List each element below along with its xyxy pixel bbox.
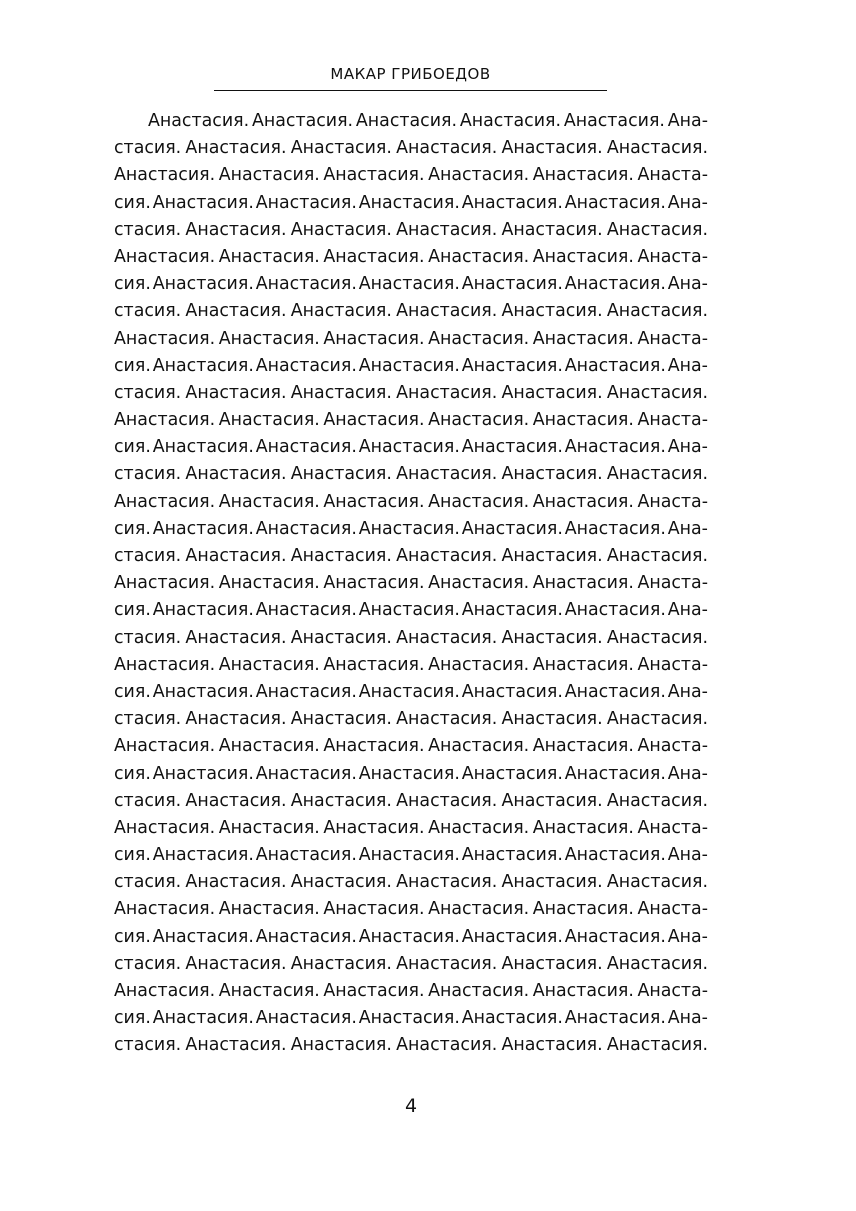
word: сия.	[114, 518, 151, 539]
word: сия.	[114, 355, 151, 376]
word: Анастасия.	[255, 845, 357, 866]
word: Анастасия.	[461, 926, 563, 947]
word: Анастасия.	[218, 981, 320, 1001]
word: Анастасия.	[461, 437, 563, 458]
word: Анастасия.	[606, 382, 708, 403]
word: Анастасия.	[323, 328, 425, 349]
word: стасия.	[114, 627, 182, 648]
word: Анастасия.	[290, 872, 392, 893]
word: Анастасия.	[606, 546, 708, 566]
word: Анастасия.	[114, 491, 216, 512]
text-line	[114, 788, 708, 815]
word: Анастасия.	[461, 681, 563, 702]
word: Анастасия.	[396, 627, 498, 648]
word: стасия.	[114, 464, 182, 485]
text-line	[114, 842, 708, 869]
text-line	[114, 217, 708, 244]
word: Анастасия.	[323, 165, 425, 186]
text-line	[114, 489, 708, 516]
word: Анастасия.	[532, 899, 634, 920]
word: Анастасия.	[218, 899, 320, 920]
word: Ана-	[667, 1008, 708, 1029]
word: Анастасия.	[290, 464, 392, 485]
word: Анастасия.	[114, 817, 216, 838]
word: Анастасия.	[532, 736, 634, 757]
word: Анастасия.	[428, 328, 530, 349]
text-line	[114, 625, 708, 652]
word: Анастасия.	[290, 953, 392, 974]
word: Анастасия.	[323, 981, 425, 1001]
text-line	[114, 434, 708, 461]
word: Анастасия.	[532, 573, 634, 594]
word: Анастасия.	[428, 410, 530, 431]
word: Анастасия.	[185, 382, 287, 403]
text-line	[114, 733, 708, 760]
word: Анастасия.	[564, 926, 666, 947]
text-line	[114, 380, 708, 407]
word: Анастасия.	[152, 926, 254, 947]
word: стасия.	[114, 219, 182, 240]
word: Анастасия.	[461, 600, 563, 621]
word: Анастасия.	[396, 872, 498, 893]
word: Анастасия.	[501, 709, 603, 730]
word: Анастасия.	[501, 301, 603, 322]
word: Ана-	[667, 763, 708, 784]
word: Анастасия.	[185, 546, 287, 566]
word: Анастасия.	[428, 246, 530, 267]
word: Анаста-	[637, 573, 708, 594]
word: Анастасия.	[218, 491, 320, 512]
word: Анастасия.	[532, 491, 634, 512]
word: стасия.	[114, 709, 182, 730]
text-line	[114, 190, 708, 217]
word: Анастасия.	[606, 1035, 708, 1056]
word: Анастасия.	[564, 437, 666, 458]
word: Анастасия.	[501, 627, 603, 648]
word: сия.	[114, 274, 151, 295]
word: Анастасия.	[358, 518, 460, 539]
word: сия.	[114, 1008, 151, 1029]
text-line	[114, 516, 708, 543]
text-line	[114, 869, 708, 896]
word: стасия.	[114, 546, 182, 566]
word: сия.	[114, 192, 151, 213]
word: Анастасия.	[606, 301, 708, 322]
word: Анастасия.	[606, 138, 708, 159]
word: Анастасия.	[564, 355, 666, 376]
word: Анастасия.	[114, 736, 216, 757]
word: Анастасия.	[501, 382, 603, 403]
word: Анастасия.	[255, 1008, 357, 1029]
word: Анастасия.	[461, 192, 563, 213]
word: Анастасия.	[564, 681, 666, 702]
word: Анастасия.	[501, 219, 603, 240]
word: сия.	[114, 600, 151, 621]
word: Анастасия.	[358, 192, 460, 213]
word: Анастасия.	[323, 491, 425, 512]
word: Анастасия.	[185, 953, 287, 974]
word: Ана-	[667, 926, 708, 947]
word: Анастасия.	[461, 845, 563, 866]
word: Ана-	[667, 437, 708, 458]
word: Анаста-	[637, 981, 708, 1001]
word: Анастасия.	[152, 192, 254, 213]
word: Анастасия.	[152, 355, 254, 376]
word: Анастасия.	[255, 763, 357, 784]
word: Анастасия.	[358, 437, 460, 458]
word: Анастасия.	[185, 464, 287, 485]
word: Анастасия.	[532, 654, 634, 675]
word: Анастасия.	[606, 627, 708, 648]
word: Анастасия.	[255, 600, 357, 621]
text-line	[114, 951, 708, 978]
body-text	[114, 108, 708, 1060]
word: Анастасия.	[396, 382, 498, 403]
word: Анастасия.	[323, 654, 425, 675]
word: Ана-	[667, 355, 708, 376]
word: Анастасия.	[532, 817, 634, 838]
text-line	[114, 570, 708, 597]
text-line	[114, 298, 708, 325]
word: Анастасия.	[255, 274, 357, 295]
word: Анастасия.	[606, 872, 708, 893]
header-rule	[214, 90, 607, 91]
word: Анаста-	[637, 491, 708, 512]
word: Анастасия.	[396, 219, 498, 240]
word: Ана-	[667, 111, 708, 131]
word: Анастасия.	[185, 138, 287, 159]
text-line	[114, 271, 708, 298]
word: Анастасия.	[218, 410, 320, 431]
word: Анаста-	[637, 328, 708, 349]
word: Анастасия.	[564, 192, 666, 213]
word: Анастасия.	[290, 301, 392, 322]
word: Ана-	[667, 274, 708, 295]
word: Анастасия.	[290, 709, 392, 730]
word: Анастасия.	[564, 518, 666, 539]
word: Ана-	[667, 600, 708, 621]
word: Анастасия.	[606, 219, 708, 240]
word: Анастасия.	[461, 518, 563, 539]
text-line	[114, 108, 708, 135]
word: Анастасия.	[323, 246, 425, 267]
word: Ана-	[667, 681, 708, 702]
word: Анастасия.	[114, 165, 216, 186]
word: Анастасия.	[501, 1035, 603, 1056]
word: Анастасия.	[564, 845, 666, 866]
word: Анастасия.	[185, 709, 287, 730]
word: Анастасия.	[606, 464, 708, 485]
word: стасия.	[114, 138, 182, 159]
word: Анастасия.	[428, 491, 530, 512]
word: Анастасия.	[564, 763, 666, 784]
word: Анастасия.	[396, 301, 498, 322]
word: Анастасия.	[358, 681, 460, 702]
word: Анастасия.	[606, 790, 708, 811]
word: Анастасия.	[501, 872, 603, 893]
word: Анастасия.	[501, 138, 603, 159]
word: Анастасия.	[218, 817, 320, 838]
word: Анастасия.	[501, 790, 603, 811]
word: Анастасия.	[218, 246, 320, 267]
word: Анастасия.	[428, 573, 530, 594]
word: стасия.	[114, 382, 182, 403]
text-line	[114, 896, 708, 923]
word: Анастасия.	[185, 1035, 287, 1056]
word: Анастасия.	[114, 899, 216, 920]
word: Анастасия.	[323, 410, 425, 431]
word: Анастасия.	[255, 518, 357, 539]
word: Анастасия.	[396, 709, 498, 730]
text-line	[114, 407, 708, 434]
word: Анастасия.	[255, 926, 357, 947]
word: Анастасия.	[461, 355, 563, 376]
word: Анастасия.	[358, 845, 460, 866]
text-line	[114, 326, 708, 353]
text-line	[114, 1005, 708, 1032]
word: стасия.	[114, 301, 182, 322]
word: Анастасия.	[152, 845, 254, 866]
word: Анастасия.	[323, 817, 425, 838]
word: Анастасия.	[428, 654, 530, 675]
word: стасия.	[114, 1035, 182, 1056]
word: Анастасия.	[218, 165, 320, 186]
word: Анастасия.	[251, 111, 354, 131]
word: Анастасия.	[152, 1008, 254, 1029]
word: Анастасия.	[564, 274, 666, 295]
word: Анастасия.	[290, 790, 392, 811]
word: Анастасия.	[396, 953, 498, 974]
word: сия.	[114, 763, 151, 784]
word: Анастасия.	[501, 953, 603, 974]
word: Анастасия.	[152, 437, 254, 458]
word: Анастасия.	[218, 736, 320, 757]
word: Анастасия.	[564, 600, 666, 621]
word: Анастасия.	[606, 953, 708, 974]
word: Анастасия.	[358, 355, 460, 376]
word: Анастасия.	[114, 410, 216, 431]
word: Анастасия.	[290, 138, 392, 159]
word: Анастасия.	[358, 1008, 460, 1029]
word: Анастасия.	[290, 627, 392, 648]
word: Анастасия.	[290, 382, 392, 403]
word: Анастасия.	[358, 274, 460, 295]
word: Анастасия.	[323, 899, 425, 920]
word: Анаста-	[637, 736, 708, 757]
word: Анастасия.	[532, 410, 634, 431]
word: сия.	[114, 926, 151, 947]
word: Анастасия.	[152, 518, 254, 539]
word: Анастасия.	[358, 763, 460, 784]
word: Анастасия.	[564, 1008, 666, 1029]
word: Анаста-	[637, 817, 708, 838]
word: Анастасия.	[461, 274, 563, 295]
word: Анастасия.	[255, 437, 357, 458]
word: Анастасия.	[114, 328, 216, 349]
word: Анастасия.	[428, 981, 530, 1001]
word: Анастасия.	[114, 981, 216, 1001]
word: Ана-	[667, 845, 708, 866]
word: Анастасия.	[290, 546, 392, 566]
word: Ана-	[667, 192, 708, 213]
word: сия.	[114, 845, 151, 866]
word: Анастасия.	[355, 111, 458, 131]
word: Анастасия.	[148, 111, 250, 131]
word: Анастасия.	[255, 681, 357, 702]
word: Анастасия.	[532, 165, 634, 186]
word: Анастасия.	[358, 926, 460, 947]
word: Анастасия.	[185, 301, 287, 322]
word: Анастасия.	[606, 709, 708, 730]
word: Анастасия.	[532, 246, 634, 267]
word: Анастасия.	[459, 111, 561, 131]
text-line	[114, 924, 708, 951]
page-number: 4	[404, 1095, 418, 1117]
word: Анастасия.	[185, 872, 287, 893]
text-line	[114, 978, 708, 1005]
text-line	[114, 461, 708, 488]
word: Анастасия.	[396, 138, 498, 159]
word: Анаста-	[637, 246, 708, 267]
word: Анастасия.	[185, 219, 287, 240]
text-line	[114, 543, 708, 570]
word: Анастасия.	[114, 573, 216, 594]
word: Анастасия.	[461, 763, 563, 784]
word: Анастасия.	[323, 736, 425, 757]
word: Анаста-	[637, 899, 708, 920]
word: Анастасия.	[358, 600, 460, 621]
text-line	[114, 1032, 708, 1059]
word: Анастасия.	[152, 681, 254, 702]
word: Анастасия.	[185, 627, 287, 648]
word: Анастасия.	[396, 1035, 498, 1056]
text-line	[114, 135, 708, 162]
word: сия.	[114, 681, 151, 702]
text-line	[114, 706, 708, 733]
word: Анастасия.	[461, 1008, 563, 1029]
word: Анастасия.	[218, 328, 320, 349]
word: Анастасия.	[501, 464, 603, 485]
word: Анастасия.	[185, 790, 287, 811]
text-line	[114, 815, 708, 842]
word: стасия.	[114, 953, 182, 974]
word: Анастасия.	[218, 573, 320, 594]
text-line	[114, 679, 708, 706]
word: Анастасия.	[396, 546, 498, 566]
word: Ана-	[667, 518, 708, 539]
word: Анастасия.	[114, 246, 216, 267]
word: Анастасия.	[218, 654, 320, 675]
word: Анастасия.	[428, 165, 530, 186]
word: Анастасия.	[396, 464, 498, 485]
running-header: МАКАР ГРИБОЕДОВ	[330, 65, 491, 83]
word: Анастасия.	[428, 736, 530, 757]
word: Анастасия.	[152, 274, 254, 295]
word: Анастасия.	[563, 111, 665, 131]
word: Анастасия.	[532, 328, 634, 349]
word: Анастасия.	[323, 573, 425, 594]
word: стасия.	[114, 790, 182, 811]
text-line	[114, 761, 708, 788]
text-line	[114, 652, 708, 679]
word: Анаста-	[637, 165, 708, 186]
word: сия.	[114, 437, 151, 458]
word: Анастасия.	[290, 219, 392, 240]
word: Анастасия.	[532, 981, 634, 1001]
word: Анастасия.	[428, 817, 530, 838]
text-line	[114, 162, 708, 189]
word: Анаста-	[637, 410, 708, 431]
word: Анастасия.	[255, 192, 357, 213]
text-line	[114, 353, 708, 380]
text-line	[114, 244, 708, 271]
word: Анастасия.	[501, 546, 603, 566]
word: Анастасия.	[428, 899, 530, 920]
word: Анастасия.	[255, 355, 357, 376]
text-line	[114, 597, 708, 624]
word: стасия.	[114, 872, 182, 893]
word: Анаста-	[637, 654, 708, 675]
word: Анастасия.	[290, 1035, 392, 1056]
word: Анастасия.	[396, 790, 498, 811]
word: Анастасия.	[152, 600, 254, 621]
word: Анастасия.	[152, 763, 254, 784]
word: Анастасия.	[114, 654, 216, 675]
